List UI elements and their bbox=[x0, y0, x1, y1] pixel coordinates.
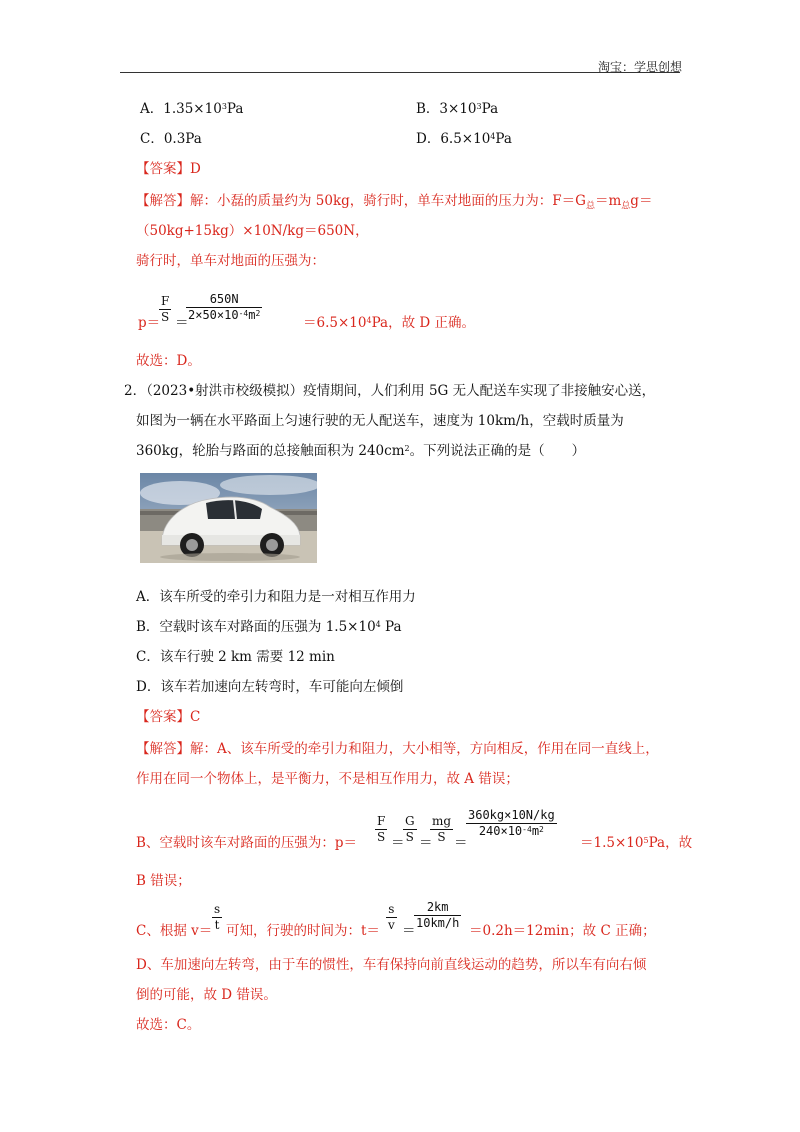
q1-option-c: C．0.3Pa bbox=[140, 131, 202, 147]
q1-formula-result: $=6.5\times 10^4Pa$，故 D 正确。 bbox=[303, 315, 475, 331]
q1-formula-frac-fs: F S bbox=[161, 294, 170, 324]
q1-analysis-line1: 【解答】解：小磊的质量约为 50kg，骑行时，单车对地面的压力为：$F=G_总=m_总g=$ bbox=[136, 193, 653, 212]
q2-analysis-d-line2: 倒的可能，故 D 错误。 bbox=[136, 987, 277, 1003]
q2-formula-b-result: $=1.5\times 10^5Pa$，故 bbox=[580, 835, 693, 851]
q2-option-a: A．该车所受的牵引力和阻力是一对相互作用力 bbox=[136, 589, 416, 605]
q2-formula-b-eq3: ＝ bbox=[454, 835, 468, 851]
delivery-car-photo bbox=[140, 473, 317, 563]
q2-analysis-b-end: B 错误； bbox=[136, 873, 191, 889]
q1-formula-frac-value: 650N $2\times 50\times 10^{-4}m^2$ bbox=[188, 292, 261, 322]
q2-stem-line2: 如图为一辆在水平路面上匀速行驶的无人配送车，速度为 10km/h，空载时质量为 bbox=[136, 413, 624, 429]
q1-analysis-line3: 骑行时，单车对地面的压强为： bbox=[136, 253, 325, 269]
q2-answer: 【答案】C bbox=[136, 709, 201, 725]
q2-option-b: B．空载时该车对路面的压强为 $1.5\times 10^4$ Pa bbox=[136, 619, 402, 635]
q2-option-d: D．该车若加速向左转弯时，车可能向左倾倒 bbox=[136, 679, 404, 695]
q2-formula-b-frac3: mg S bbox=[432, 814, 452, 844]
q2-formula-b-eq2: ＝ bbox=[419, 835, 433, 851]
q2-formula-b-frac4: 360kg×10N/kg $240\times 10^{-4}m^2$ bbox=[468, 808, 555, 838]
q2-conclusion: 故选：C。 bbox=[136, 1017, 201, 1033]
q2-option-c: C．该车行驶 2 km 需要 12 min bbox=[136, 649, 335, 665]
q2-analysis-c-prefix: C、根据 v＝ bbox=[136, 923, 213, 939]
q1-formula-p: p＝ bbox=[138, 315, 161, 331]
q1-formula-eq: ＝ bbox=[175, 315, 189, 331]
q1-option-d: D．$6.5\times 10^4Pa$ bbox=[416, 131, 512, 147]
q2-formula-c-eq: ＝ bbox=[402, 923, 416, 939]
q2-formula-c-frac2: s v bbox=[388, 902, 395, 932]
q1-answer: 【答案】D bbox=[136, 161, 201, 177]
q2-analysis-a-line1: 【解答】解：A、该车所受的牵引力和阻力，大小相等，方向相反，作用在同一直线上， bbox=[136, 741, 659, 757]
q2-formula-c-frac3: 2km 10km/h bbox=[416, 900, 460, 930]
q1-conclusion: 故选：D。 bbox=[136, 353, 201, 369]
q2-analysis-b-prefix: B、空载时该车对路面的压强为：p＝ bbox=[136, 835, 358, 851]
header-shop-name: 淘宝：学思创想 bbox=[597, 60, 682, 74]
q2-formula-b-frac2: G S bbox=[405, 814, 415, 844]
q1-analysis-line2: （50kg+15kg）×10N/kg＝650N， bbox=[136, 223, 369, 239]
q2-analysis-a-line2: 作用在同一个物体上，是平衡力，不是相互作用力，故 A 错误； bbox=[136, 771, 519, 787]
q2-formula-b-eq1: ＝ bbox=[391, 835, 405, 851]
q2-formula-c-frac1: s t bbox=[214, 902, 221, 932]
q2-formula-c-result: ＝0.2h＝12min；故 C 正确； bbox=[469, 923, 656, 939]
q2-stem-line3: 360kg，轮胎与路面的总接触面积为 $240cm^2$。下列说法正确的是（ ） bbox=[136, 443, 586, 459]
q2-formula-b-frac1: F S bbox=[377, 814, 386, 844]
q2-formula-c-mid: 可知，行驶的时间为：t＝ bbox=[226, 923, 380, 939]
q2-stem-line1: 2．（2023•射洪市校级模拟）疫情期间，人们利用 5G 无人配送车实现了非接触安心送， bbox=[124, 383, 656, 399]
q1-option-a: A．$1.35\times 10^3Pa$ bbox=[140, 101, 244, 117]
q2-analysis-d-line1: D、车加速向左转弯，由于车的惯性，车有保持向前直线运动的趋势，所以车有向右倾 bbox=[136, 957, 647, 973]
header-divider bbox=[120, 72, 680, 73]
q1-option-b: B．$3\times 10^3Pa$ bbox=[416, 101, 499, 117]
